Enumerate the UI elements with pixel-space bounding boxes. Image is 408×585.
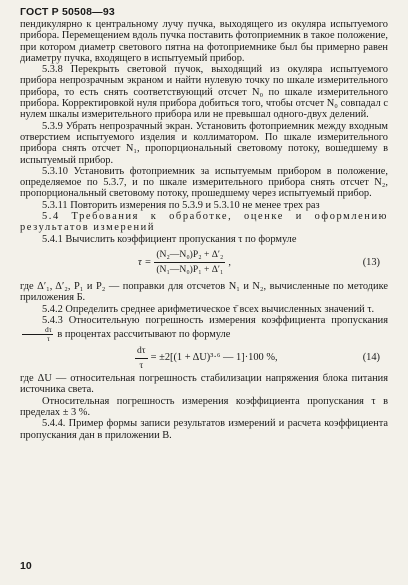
formula-13-numerator: (N₂—N₀)P₂ + Δ′₂: [154, 249, 225, 263]
paragraph-5-4-3: [20, 315, 388, 343]
formula-14-denominator: τ: [139, 359, 144, 371]
formula-14-rhs: = ±2[(1 + ΔU)³·⁶ — 1]·100 %,: [150, 352, 278, 364]
inline-fraction-num: dτ: [22, 326, 53, 335]
page-number: 10: [20, 560, 32, 572]
paragraph-where-14: где ΔU — относительная погрешность стабилизации напряжения блока питания источника света.: [20, 373, 388, 396]
paragraph-5-4-3-a: 5.4.3 Относительную погрешность измерения коэффициента пропускания: [42, 314, 388, 326]
running-header: ГОСТ Р 50508—93: [20, 6, 115, 18]
paragraph-5-3-10: 5.3.10 Установить фотоприемник за испытуемым прибором в положение, определяемое по 5.3.7, и по шкале измерительного прибора снять отсчет N₂, пропорциональный световому потоку, прошедшему через испытуемый прибор.: [20, 165, 388, 200]
formula-14-numerator: dτ: [135, 345, 148, 359]
inline-fraction-den: τ: [46, 334, 50, 344]
paragraph-continuation: пендикулярно к центральному лучу пучка, выходящего из окуляра испытуемого прибора. Перемещением вдоль пучка поставить фотоприемник в такое положение, при котором диаметр светового пятна на фотоприемнике был бы примерно равен диаметру пучка, входящего в испытуемый прибор.: [20, 19, 388, 64]
paragraph-error-limit: Относительная погрешность измерения коэффициента пропускания τ в пределах ± 3 %.: [20, 395, 388, 419]
paragraph-where-13: где Δ′₁, Δ′₂, P₁ и P₂ — поправки для отсчетов N₁ и N₂, вычисленные по методике приложения Б.: [20, 280, 388, 304]
paragraph-5-3-9: 5.3.9 Убрать непрозрачный экран. Установить фотоприемник между входным отверстием испытуемого изделия и коллиматором. По шкале измерительного прибора снять отсчет N₁, пропорциональный световому потоку, вошедшему в испытуемый прибор.: [20, 120, 388, 166]
formula-14: [20, 346, 388, 370]
paragraph-5-3-11: 5.3.11 Повторить измерения по 5.3.9 и 5.3.10 не менее трех раз: [42, 199, 320, 211]
formula-14-fraction: [135, 345, 148, 372]
section-heading-5-4: 5.4 Требования к обработке, оценке и оформлению результатов измерений: [20, 211, 388, 234]
paragraph-5-4-3-b: в процентах рассчитывают по формуле: [57, 329, 231, 341]
formula-13-denominator: (N₁—N₀)P₁ + Δ′₁: [156, 264, 224, 276]
paragraph-5-4-2: 5.4.2 Определить среднее арифметическое τ̄ всех вычисленных значений τ.: [42, 303, 375, 315]
paragraph-5-4-1: 5.4.1 Вычислить коэффициент пропускания τ по формуле: [42, 233, 297, 245]
paragraph-5-4-4: 5.4.4. Пример формы записи результатов измерений и расчета коэффициента пропускания дан в приложении В.: [20, 418, 388, 441]
inline-fraction-dtau-tau: [22, 326, 53, 343]
formula-13: [20, 248, 388, 278]
paragraph-5-3-8: 5.3.8 Перекрыть световой пучок, выходящий из окуляра испытуемого прибора непрозрачным экраном и найти нулевую точку по шкале измерительного прибора, то есть снять соответствующий отсчет N₀ по шкале измерительного прибора. Корректировкой нуля прибора добиться того, чтобы отсчет N₀ совпадал с нулем шкалы измерительного прибора или не превышал одного-двух делений.: [20, 64, 388, 121]
formula-13-lhs: τ =: [138, 257, 152, 269]
formula-13-number: (13): [362, 256, 380, 268]
formula-14-number: (14): [362, 352, 380, 364]
formula-13-fraction: [154, 249, 225, 276]
formula-13-suffix: ,: [228, 257, 231, 269]
